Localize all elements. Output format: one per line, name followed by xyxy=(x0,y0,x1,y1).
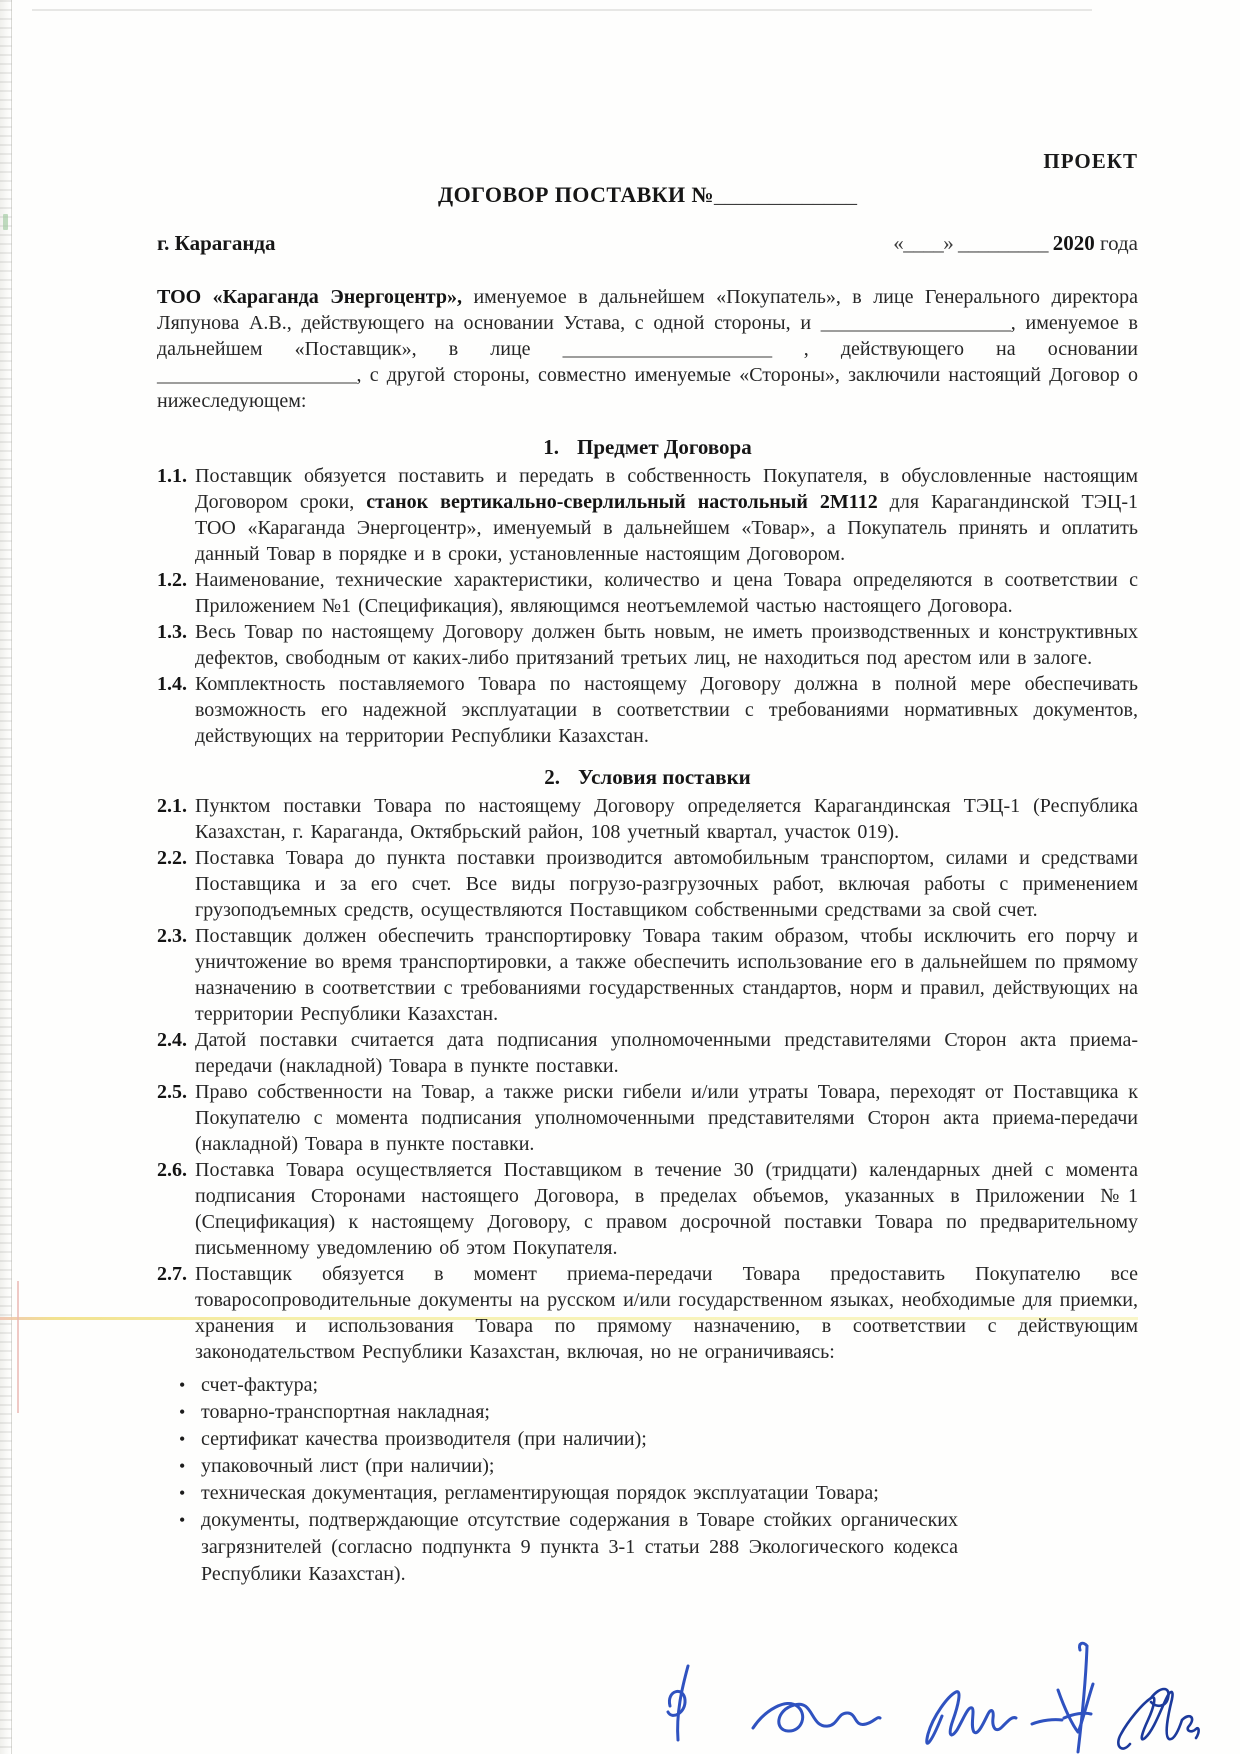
signature-stroke-3-dash xyxy=(1032,1720,1062,1724)
signature-stroke-1-loop xyxy=(668,1691,685,1715)
clause-number: 1.1. xyxy=(157,465,187,487)
section-2-heading xyxy=(157,764,1138,790)
bullet-icon: • xyxy=(179,1375,186,1395)
clause-text: Датой поставки считается дата подписания уполномоченными представителями Сторон акта приема-передачи (накладной) Товара в пункте поставки. xyxy=(195,1029,1138,1077)
date-line xyxy=(893,230,1138,256)
clause-number: 2.2. xyxy=(157,847,187,869)
preamble-text-3: , действующего на основании xyxy=(771,338,1138,360)
city-date-row xyxy=(157,230,1138,256)
clause-1-1-text-pre: Поставщик обязуется поставить и передать в собственность Покупателя, в обусловленные настоящим Договором сроки, xyxy=(195,465,1138,513)
list-item xyxy=(157,1453,1138,1480)
list-item xyxy=(157,1372,1138,1399)
preamble-text-2: , именуемое в дальнейшем «Поставщик», в лице xyxy=(157,312,1138,360)
signature-stroke-3 xyxy=(927,1692,1016,1744)
section-1-title: Предмет Договора xyxy=(577,435,752,459)
signature-stroke-4-vee xyxy=(1058,1684,1093,1732)
list-item xyxy=(157,1480,1138,1507)
draft-stamp: ПРОЕКТ xyxy=(1043,149,1138,173)
handwritten-signatures xyxy=(630,1628,1220,1754)
bullet-text: упаковочный лист (при наличии); xyxy=(201,1455,495,1477)
clause-text: Комплектность поставляемого Товара по настоящему Договору должна в полной мере обеспечивать возможность его надежной эксплуатации в соответствии с требованиями нормативных документов, действующих на территории Республики Казахстан. xyxy=(195,673,1138,747)
clause-number: 2.1. xyxy=(157,795,187,817)
clause-number: 2.5. xyxy=(157,1081,187,1103)
bullet-icon: • xyxy=(179,1483,186,1503)
clause-text: Поставщик обязуется в момент приема-передачи Товара предоставить Покупателю все товаросопроводительные документы на русском и/или государственном языках, необходимые для приемки, хранения и использования Товара по прямому назначению, в соответствии с действующим законодательством Республики Казахстан, включая, но не ограничиваясь: xyxy=(195,1263,1138,1363)
clause-1-3 xyxy=(157,619,1138,671)
document-title-label: ДОГОВОР ПОСТАВКИ № xyxy=(438,182,714,207)
buyer-company-name: ТОО «Караганда Энергоцентр», xyxy=(157,286,462,308)
clause-1-2 xyxy=(157,567,1138,619)
clause-2-1 xyxy=(157,793,1138,845)
clause-number: 1.4. xyxy=(157,673,187,695)
supplier-representative-blank: ______________________ xyxy=(562,338,772,360)
bullet-icon: • xyxy=(179,1402,186,1422)
preamble-text-4: , с другой стороны, совместно именуемые «Стороны», заключили настоящий Договор о нижеследующем: xyxy=(157,364,1138,412)
clause-1-4 xyxy=(157,671,1138,749)
scan-green-speck-artifact xyxy=(3,214,8,230)
clause-text: Пунктом поставки Товара по настоящему Договору определяется Карагандинская ТЭЦ-1 (Республика Казахстан, г. Караганда, Октябрьский район, 108 учетный квартал, участок 019). xyxy=(195,795,1138,843)
bullet-icon: • xyxy=(179,1456,186,1476)
clause-number: 2.4. xyxy=(157,1029,187,1051)
clause-1-1-text-post: для Карагандинской ТЭЦ-1 ТОО «Караганда Энергоцентр», именуемый в дальнейшем «Товар», а Покупатель принять и оплатить данный Товар в порядке и в сроки, установленные настоящим Договором. xyxy=(195,491,1138,565)
preamble-paragraph xyxy=(157,284,1138,414)
clause-text: Наименование, технические характеристики, количество и цена Товара определяются в соответствии с Приложением №1 (Спецификация), являющимся неотъемлемой частью настоящего Договора. xyxy=(195,569,1138,617)
date-year-suffix: года xyxy=(1094,231,1138,255)
clause-number: 1.2. xyxy=(157,569,187,591)
clause-number: 1.3. xyxy=(157,621,187,643)
clause-text: Право собственности на Товар, а также риски гибели и/или утраты Товара, переходят от Поставщика к Покупателю с момента подписания уполномоченными представителями Сторон акта приема-передачи (накладной) Товара в пункте поставки. xyxy=(195,1081,1138,1155)
clause-2-2 xyxy=(157,845,1138,923)
scan-top-edge-artifact xyxy=(32,9,1092,11)
clause-number: 2.3. xyxy=(157,925,187,947)
section-1-heading xyxy=(157,434,1138,460)
document-body xyxy=(157,148,1138,1588)
date-blanks: «____» _________ xyxy=(893,231,1053,255)
clause-text: Поставка Товара осуществляется Поставщиком в течение 30 (тридцати) календарных дней с момента подписания Сторонами настоящего Договора, в пределах объемов, указанных в Приложении №1 (Спецификация) к настоящему Договору, с правом досрочной поставки Товара по предварительному письменному уведомлению об этом Покупателя. xyxy=(195,1159,1138,1259)
bullet-text: документы, подтверждающие отсутствие содержания в Товаре стойких органических загрязнителей (согласно подпункта 9 пункта 3-1 статьи 288 Экологического кодекса Республики Казахстан). xyxy=(201,1509,958,1585)
document-title xyxy=(157,182,1138,208)
signature-stroke-5 xyxy=(1118,1692,1182,1749)
clause-text: Весь Товар по настоящему Договору должен быть новым, не иметь производственных и конструктивных дефектов, свободным от каких-либо притязаний третьих лиц, не находиться под арестом или в залоге. xyxy=(195,621,1138,669)
clause-2-7 xyxy=(157,1261,1138,1365)
supplier-basis-blank: _____________________ xyxy=(157,364,357,386)
clause-text: Поставщик должен обеспечить транспортировку Товара таким образом, чтобы исключить его порчу и уничтожение во время транспортировки, а также обеспечить использование его в дальнейшем по прямому назначению в соответствии с требованиями государственных стандартов, норм и правил, действующих на территории Республики Казахстан. xyxy=(195,925,1138,1025)
bullet-icon: • xyxy=(179,1510,186,1530)
clause-1-1 xyxy=(157,463,1138,567)
signature-stroke-2 xyxy=(753,1703,880,1731)
city-label: г. Караганда xyxy=(157,231,276,255)
section-1-number: 1. xyxy=(543,435,560,459)
clause-text xyxy=(195,463,1138,567)
signature-stroke-4-vertical xyxy=(1078,1646,1087,1752)
date-year: 2020 xyxy=(1052,231,1095,255)
clause-2-5 xyxy=(157,1079,1138,1157)
clause-2-6 xyxy=(157,1157,1138,1261)
section-2-title: Условия поставки xyxy=(577,765,751,789)
clause-text: Поставка Товара до пункта поставки производится автомобильным транспортом, силами и средствами Поставщика и за его счет. Все виды погрузо-разгрузочных работ, включая работы с применением грузоподъемных средств, осуществляются Поставщиком собственными средствами за свой счет. xyxy=(195,847,1138,921)
list-item xyxy=(157,1426,1138,1453)
bullet-text: техническая документация, регламентирующая порядок эксплуатации Товара; xyxy=(201,1482,879,1504)
preamble-text-1: именуемое в дальнейшем «Покупатель», в лице Генерального директора Ляпунова А.В., действующего на основании Устава, с одной стороны, и xyxy=(157,286,1139,334)
bullet-text: сертификат качества производителя (при наличии); xyxy=(201,1428,647,1450)
bullet-icon: • xyxy=(179,1429,186,1449)
section-2-number: 2. xyxy=(544,765,560,789)
list-item xyxy=(157,1399,1138,1426)
scan-left-edge-artifact xyxy=(0,0,12,1754)
clause-2-4 xyxy=(157,1027,1138,1079)
clause-2-3 xyxy=(157,923,1138,1027)
signature-stroke-5-tail xyxy=(1182,1716,1199,1738)
bullet-text: товарно-транспортная накладная; xyxy=(201,1401,490,1423)
goods-name-bold: станок вертикально-сверлильный настольный 2М112 xyxy=(366,491,878,513)
supplier-name-blank: ____________________ xyxy=(820,312,1011,334)
documents-bullet-list xyxy=(157,1372,1138,1588)
contract-number-blank: _____________ xyxy=(713,182,857,207)
scan-pink-line-artifact xyxy=(17,1281,19,1413)
clause-number: 2.7. xyxy=(157,1263,187,1285)
list-item xyxy=(157,1507,1138,1588)
bullet-text: счет-фактура; xyxy=(201,1374,319,1396)
clause-number: 2.6. xyxy=(157,1159,187,1181)
